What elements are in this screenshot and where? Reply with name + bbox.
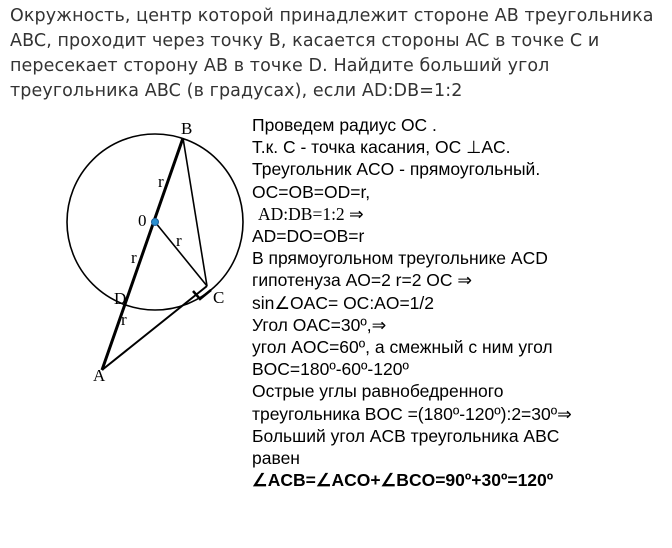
- solution-line: BOC=180º-60º-120º: [252, 359, 409, 380]
- label-o: 0: [138, 211, 147, 230]
- solution-line: Проведем радиус OC .: [252, 115, 437, 135]
- label-a: A: [93, 366, 106, 385]
- solution-line: равен: [252, 448, 300, 469]
- segment-ab: [102, 138, 183, 370]
- solution-line: угол AOC=60º, а смежный с ним угол: [252, 337, 553, 358]
- label-b: B: [181, 119, 193, 138]
- solution-line: AD:DB=1:2 ⇒: [258, 203, 364, 224]
- label-r-da: r: [121, 310, 127, 329]
- problem-statement: Окружность, центр которой принадлежит стороне AB треугольника ABC, проходит через точку B, касается стороны AC в точке C и пересекает сторону AB в точке D. Найдите больший угол треугольника ABC (в градусах), если AD:DB=1:2: [10, 6, 654, 101]
- solution-line: треугольника BOC =(180º-120º):2=30º⇒: [252, 403, 572, 424]
- segment-bc: [183, 138, 207, 286]
- solution-line: В прямоугольном треугольнике ACD: [252, 248, 548, 269]
- label-r-ob: r: [158, 172, 164, 191]
- label-r-oc: r: [176, 231, 182, 250]
- label-r-od: r: [131, 248, 137, 267]
- solution-answer: ∠ACB=∠ACO+∠BCO=90º+30º=120º: [252, 470, 554, 491]
- solution-line: sin∠OAC= OC:AO=1/2: [252, 292, 435, 313]
- right-angle-mark: [193, 290, 211, 299]
- solution-line: Острые углы равнобедренного: [252, 381, 504, 402]
- solution-line: Т.к. C - точка касания, OC ⊥AC.: [252, 137, 511, 158]
- label-d: D: [114, 289, 127, 308]
- solution-line: OC=OB=OD=r,: [252, 181, 371, 202]
- geometry-figure: [0, 0, 250, 390]
- label-c: C: [213, 288, 225, 307]
- solution-line: Треугольник ACO - прямоугольный.: [252, 159, 541, 180]
- solution-line: AD=DO=OB=r: [252, 226, 365, 247]
- solution: [252, 114, 667, 491]
- center-point: [152, 219, 159, 226]
- solution-line: Больший угол ACB треугольника ABC: [252, 425, 560, 446]
- solution-line: гипотенуза AO=2 r=2 OC ⇒: [252, 270, 473, 291]
- solution-line: Угол OAC=30º,⇒: [252, 314, 387, 335]
